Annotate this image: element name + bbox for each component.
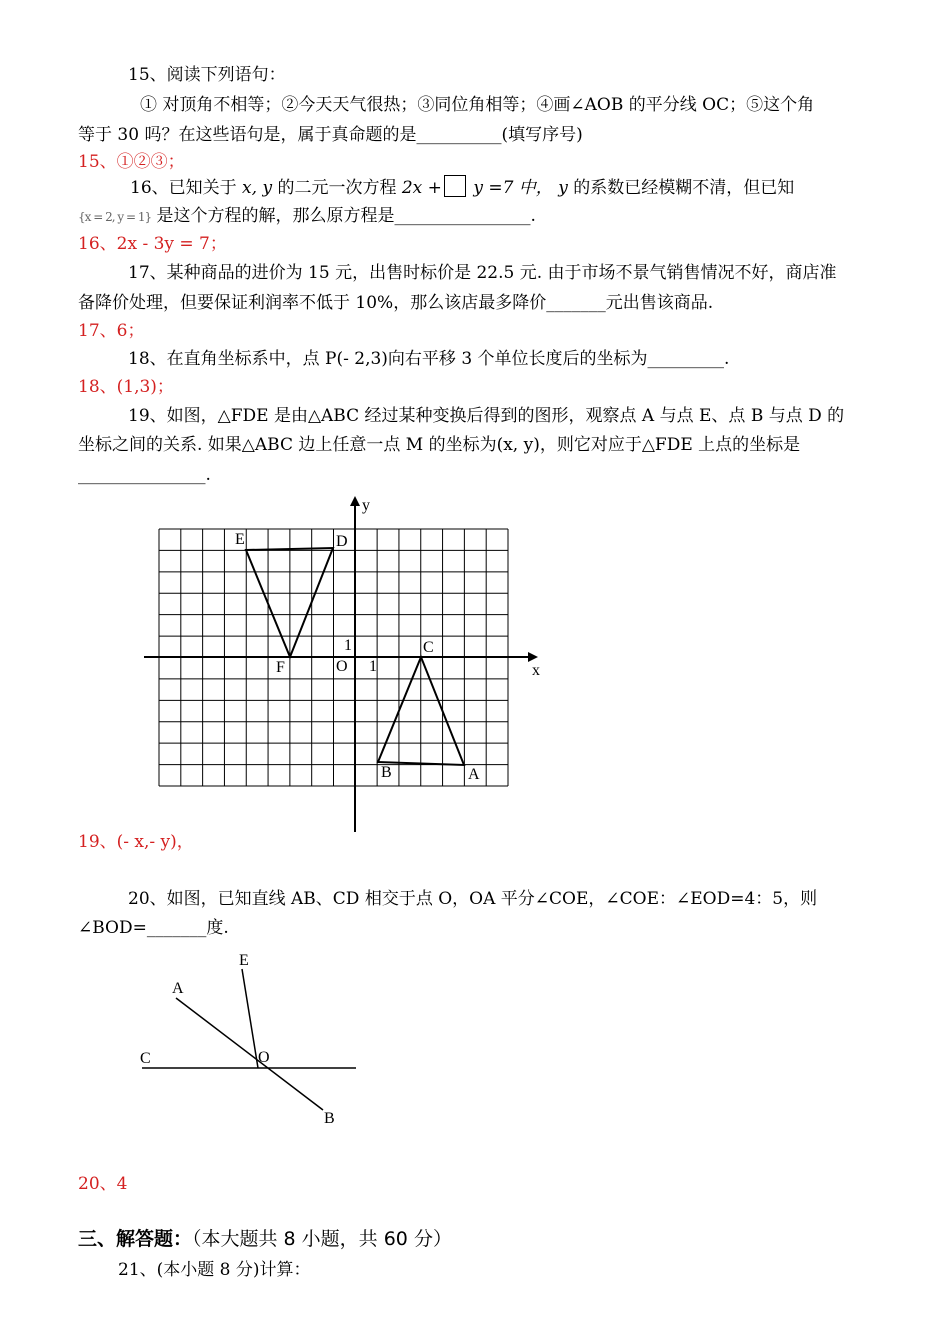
q16-line1: 16、已知关于 x, y 的二元一次方程 2x + y =7 中， y 的系数已经模糊不清，但已知 [130, 175, 794, 199]
q17-line2: 备降价处理，但要保证利润率不低于 10%，那么该店最多降价_______元出售该商品. [78, 293, 714, 313]
point-f-label: F [276, 659, 285, 676]
point-e-label: E [239, 952, 249, 969]
point-c-label: C [140, 1050, 151, 1067]
q19-answer: 19、(- x,- y)， [78, 832, 194, 852]
section3-title: 三、解答题： [78, 1228, 193, 1250]
blurred-coefficient-box [444, 175, 466, 197]
y-axis-arrow [350, 496, 360, 506]
q16-answer: 16、2x - 3y = 7； [78, 234, 227, 254]
y-axis-label: y [362, 497, 370, 514]
q15-line2: 等于 30 吗？在这些语句是，属于真命题的是__________(填写序号) [78, 125, 583, 145]
q19-line3: _______________. [78, 465, 211, 485]
q19-line2: 坐标之间的关系. 如果△ABC 边上任意一点 M 的坐标为(x, y)，则它对应于△FDE 上点的坐标是 [78, 435, 801, 455]
point-b-label: B [324, 1110, 335, 1127]
point-a-label: A [468, 766, 480, 783]
q20-answer: 20、4 [78, 1174, 128, 1194]
q15-title: 15、阅读下列语句： [128, 65, 286, 85]
x-axis-label: x [532, 662, 540, 679]
point-c-label: C [423, 639, 434, 656]
q19-line1: 19、如图，△FDE 是由△ABC 经过某种变换后得到的图形，观察点 A 与点 E、点 B 与点 D 的 [128, 406, 845, 426]
origin-label: O [336, 658, 348, 675]
q20-line2: ∠BOD=_______度. [78, 918, 229, 938]
unit-y-label: 1 [344, 637, 352, 654]
q18-line1: 18、在直角坐标系中，点 P(- 2,3)向右平移 3 个单位长度后的坐标为_________. [128, 349, 730, 369]
q15-line1: ① 对顶角不相等；②今天天气很热；③同位角相等；④画∠AOB 的平分线 OC；⑤这个角 [140, 95, 815, 115]
coordinate-grid-figure [140, 492, 550, 842]
q20-line1: 20、如图，已知直线 AB、CD 相交于点 O，OA 平分∠COE，∠COE：∠EOD=4：5，则 [128, 889, 818, 909]
ray-oe [242, 969, 258, 1068]
point-o-label: O [258, 1049, 270, 1066]
point-a-label: A [172, 980, 184, 997]
point-d-label: D [336, 533, 348, 550]
unit-x-label: 1 [369, 658, 377, 675]
q15-answer: 15、①②③； [78, 152, 185, 172]
equation-left: 2x + [401, 178, 442, 198]
q16-line2: {x = 2, y = 1} 是这个方程的解，那么原方程是________________. [78, 206, 536, 226]
section3-heading [78, 1228, 452, 1251]
q21-line1: 21、(本小题 8 分)计算： [118, 1260, 311, 1280]
q18-answer: 18、(1,3)； [78, 377, 174, 397]
q17-answer: 17、6； [78, 321, 145, 341]
equation-system: {x = 2, y = 1} [78, 210, 152, 224]
x-axis-arrow [528, 652, 538, 662]
point-b-label: B [381, 764, 392, 781]
intersecting-lines-figure [130, 945, 370, 1135]
section3-note: （本大题共 8 小题，共 60 分） [192, 1228, 452, 1250]
q17-line1: 17、某种商品的进价为 15 元，出售时标价是 22.5 元. 由于市场不景气销售情况不好，商店准 [128, 263, 837, 283]
point-e-label: E [235, 531, 245, 548]
